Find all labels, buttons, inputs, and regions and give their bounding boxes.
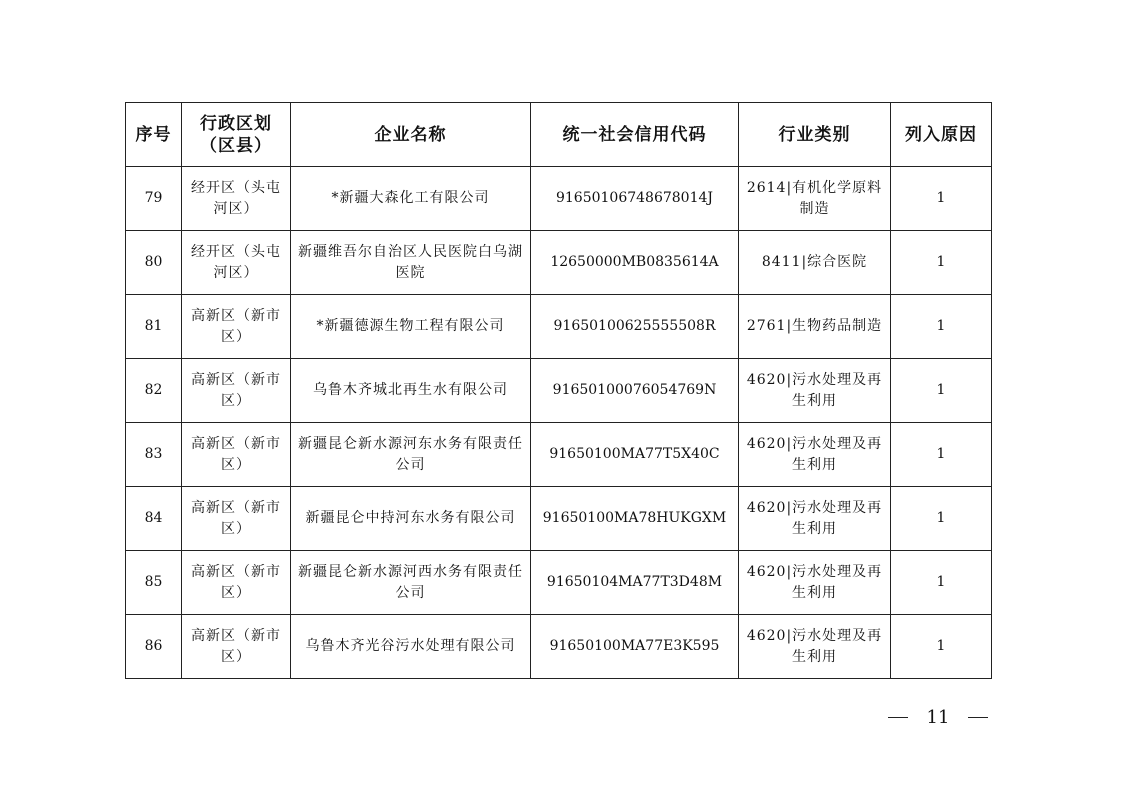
table-row xyxy=(126,615,992,679)
cell-district: 高新区（新市区） xyxy=(182,487,291,551)
cell-district: 高新区（新市区） xyxy=(182,359,291,423)
table-row xyxy=(126,231,992,295)
table-row xyxy=(126,423,992,487)
cell-reason: 1 xyxy=(891,359,992,423)
cell-industry: 4620|污水处理及再生利用 xyxy=(739,615,891,679)
cell-district: 经开区（头屯河区） xyxy=(182,231,291,295)
cell-district: 高新区（新市区） xyxy=(182,551,291,615)
table-row xyxy=(126,359,992,423)
footer-dash-right xyxy=(968,717,988,718)
header-reason: 列入原因 xyxy=(891,103,992,167)
cell-district: 高新区（新市区） xyxy=(182,295,291,359)
cell-code: 12650000MB0835614A xyxy=(531,231,739,295)
cell-name: 新疆昆仑新水源河东水务有限责任公司 xyxy=(291,423,531,487)
cell-index: 86 xyxy=(126,615,182,679)
cell-reason: 1 xyxy=(891,551,992,615)
cell-district: 经开区（头屯河区） xyxy=(182,167,291,231)
enterprise-table xyxy=(125,102,992,679)
cell-code: 91650100076054769N xyxy=(531,359,739,423)
cell-index: 85 xyxy=(126,551,182,615)
cell-name: *新疆大森化工有限公司 xyxy=(291,167,531,231)
footer-dash-left xyxy=(888,717,908,718)
cell-code: 91650100MA77E3K595 xyxy=(531,615,739,679)
cell-industry: 4620|污水处理及再生利用 xyxy=(739,551,891,615)
cell-index: 82 xyxy=(126,359,182,423)
cell-reason: 1 xyxy=(891,167,992,231)
header-industry: 行业类别 xyxy=(739,103,891,167)
page-footer xyxy=(888,705,988,729)
cell-industry: 8411|综合医院 xyxy=(739,231,891,295)
header-code: 统一社会信用代码 xyxy=(531,103,739,167)
cell-code: 91650100625555508R xyxy=(531,295,739,359)
table-row xyxy=(126,551,992,615)
cell-index: 81 xyxy=(126,295,182,359)
table-row xyxy=(126,295,992,359)
cell-reason: 1 xyxy=(891,615,992,679)
header-name: 企业名称 xyxy=(291,103,531,167)
cell-industry: 4620|污水处理及再生利用 xyxy=(739,487,891,551)
header-district-line1: 行政区划 xyxy=(200,113,272,134)
cell-industry: 2614|有机化学原料制造 xyxy=(739,167,891,231)
cell-reason: 1 xyxy=(891,295,992,359)
cell-index: 80 xyxy=(126,231,182,295)
table-row xyxy=(126,167,992,231)
header-district xyxy=(182,103,291,167)
table-header-row xyxy=(126,103,992,167)
cell-code: 91650106748678014J xyxy=(531,167,739,231)
header-district-line2: （区县） xyxy=(200,135,272,156)
header-index: 序号 xyxy=(126,103,182,167)
cell-index: 79 xyxy=(126,167,182,231)
cell-industry: 4620|污水处理及再生利用 xyxy=(739,359,891,423)
cell-reason: 1 xyxy=(891,487,992,551)
cell-name: 新疆昆仑新水源河西水务有限责任公司 xyxy=(291,551,531,615)
cell-industry: 4620|污水处理及再生利用 xyxy=(739,423,891,487)
cell-reason: 1 xyxy=(891,423,992,487)
cell-index: 84 xyxy=(126,487,182,551)
page-number: 11 xyxy=(926,706,950,728)
cell-code: 91650100MA78HUKGXM xyxy=(531,487,739,551)
cell-district: 高新区（新市区） xyxy=(182,423,291,487)
cell-district: 高新区（新市区） xyxy=(182,615,291,679)
cell-name: 乌鲁木齐城北再生水有限公司 xyxy=(291,359,531,423)
cell-name: 新疆维吾尔自治区人民医院白乌湖医院 xyxy=(291,231,531,295)
cell-index: 83 xyxy=(126,423,182,487)
cell-reason: 1 xyxy=(891,231,992,295)
cell-code: 91650104MA77T3D48M xyxy=(531,551,739,615)
cell-industry: 2761|生物药品制造 xyxy=(739,295,891,359)
cell-code: 91650100MA77T5X40C xyxy=(531,423,739,487)
table-row xyxy=(126,487,992,551)
cell-name: 新疆昆仑中持河东水务有限公司 xyxy=(291,487,531,551)
cell-name: 乌鲁木齐光谷污水处理有限公司 xyxy=(291,615,531,679)
cell-name: *新疆德源生物工程有限公司 xyxy=(291,295,531,359)
